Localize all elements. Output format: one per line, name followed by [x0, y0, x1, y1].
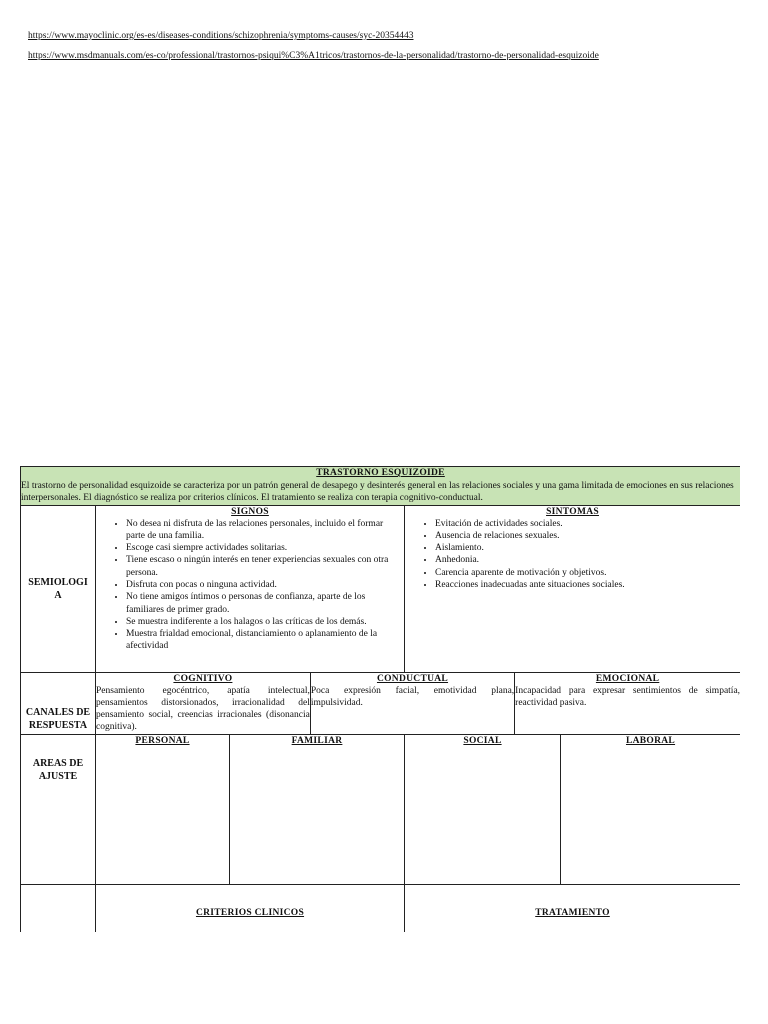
signos-item: • No desea ni disfruta de las relaciones personales, incluido el formar parte de una familia.: [126, 518, 404, 543]
laboral-title: LABORAL: [625, 735, 676, 746]
signos-item: • Se muestra indiferente a los halagos o las críticas de los demás.: [126, 616, 404, 628]
disorder-table: [20, 466, 740, 932]
social-cell: [405, 734, 561, 884]
disorder-description: El trastorno de personalidad esquizoide se caracteriza por un patrón general de desapego y desinterés general en las relaciones sociales y una gama limitada de emociones en sus relaciones interpersonales. El diagnóstico se realiza por criterios clínicos. El tratamiento se realiza con terapia cognitivo-conductual.: [21, 480, 734, 503]
cognitivo-title: COGNITIVO: [173, 673, 233, 684]
bottom-label-cell: [21, 884, 96, 932]
semiologia-label-text: SEMIOLOGIA: [28, 576, 88, 601]
personal-title: PERSONAL: [135, 735, 190, 746]
disorder-table-clip: [20, 466, 740, 932]
sintomas-item: • Carencia aparente de motivación y objetivos.: [435, 567, 740, 579]
sintomas-item: • Ausencia de relaciones sexuales.: [435, 530, 740, 542]
sintomas-list: [405, 518, 740, 592]
canales-label-text: CANALES DE RESPUESTA: [25, 706, 91, 731]
conductual-title: CONDUCTUAL: [376, 673, 449, 684]
emocional-text: Incapacidad para expresar sentimientos de simpatía, reactividad pasiva.: [515, 685, 740, 708]
familiar-cell: [230, 734, 405, 884]
sintomas-title: SINTOMAS: [546, 506, 599, 517]
signos-cell: [96, 505, 405, 672]
tratamiento-title: TRATAMIENTO: [535, 907, 610, 918]
disorder-title: TRASTORNO ESQUIZOIDE: [316, 468, 445, 478]
header-cell: [21, 467, 741, 506]
reference-links: [28, 26, 599, 66]
tratamiento-cell: [405, 884, 741, 932]
header-row: [21, 467, 741, 506]
emocional-cell: [515, 673, 740, 734]
familiar-title: FAMILIAR: [291, 735, 343, 746]
criterios-cell: [96, 884, 405, 932]
canales-label: [21, 672, 96, 734]
cognitivo-text: Pensamiento egocéntrico, apatía intelectual, pensamientos distorsionados, irracionalidad del pensamiento social, creencias irracionales (disonancia cognitiva).: [96, 685, 310, 733]
conductual-cell: [310, 673, 514, 734]
canales-row: [21, 672, 741, 734]
social-title: SOCIAL: [463, 735, 502, 746]
cognitivo-cell: [96, 673, 310, 734]
areas-label: [21, 734, 96, 884]
conductual-text: Poca expresión facial, emotividad plana, impulsividad.: [310, 685, 515, 708]
personal-cell: [96, 734, 230, 884]
sintomas-item: • Aislamiento.: [435, 542, 740, 554]
reference-link-msdmanuals[interactable]: https://www.msdmanuals.com/es-co/professional/trastornos-psiqui%C3%A1tricos/trastornos-de-la-personalidad/trastorno-de-personalidad-esquizoide: [28, 51, 599, 61]
laboral-cell: [561, 734, 741, 884]
signos-title: SIGNOS: [231, 506, 269, 517]
semiologia-row: [21, 505, 741, 672]
areas-label-text: AREAS DE AJUSTE: [32, 757, 84, 782]
criterios-title: CRITERIOS CLINICOS: [195, 907, 305, 918]
signos-item: • No tiene amigos íntimos o personas de confianza, aparte de los familiares de primer grado.: [126, 591, 404, 616]
semiologia-label: [21, 505, 96, 672]
canales-subtable: [96, 673, 740, 734]
signos-list: [96, 518, 404, 653]
sintomas-item: • Anhedonia.: [435, 554, 740, 566]
sintomas-item: • Evitación de actividades sociales.: [435, 518, 740, 530]
bottom-row: [21, 884, 741, 932]
signos-item: • Disfruta con pocas o ninguna actividad.: [126, 579, 404, 591]
sintomas-cell: [405, 505, 741, 672]
sintomas-item: • Reacciones inadecuadas ante situaciones sociales.: [435, 579, 740, 591]
emocional-title: EMOCIONAL: [595, 673, 660, 684]
reference-link-mayoclinic[interactable]: https://www.mayoclinic.org/es-es/diseases-conditions/schizophrenia/symptoms-causes/syc-20354443: [28, 31, 414, 41]
signos-item: • Muestra frialdad emocional, distanciamiento o aplanamiento de la afectividad: [126, 628, 404, 653]
canales-content: [96, 672, 741, 734]
areas-row: [21, 734, 741, 884]
signos-item: • Escoge casi siempre actividades solitarias.: [126, 542, 404, 554]
signos-item: • Tiene escaso o ningún interés en tener experiencias sexuales con otra persona.: [126, 554, 404, 579]
